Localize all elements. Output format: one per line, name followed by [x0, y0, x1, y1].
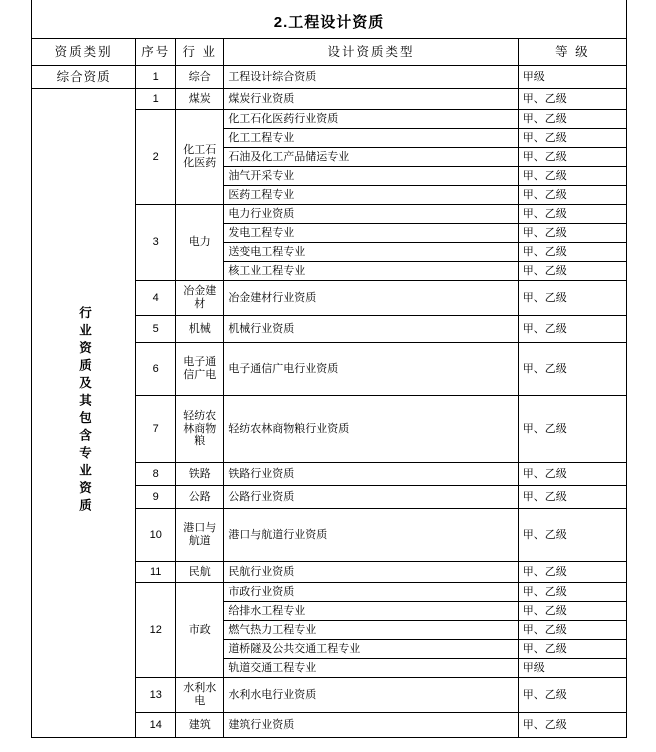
row-type: 燃气热力工程专业: [224, 621, 518, 640]
row-index: 14: [136, 713, 176, 738]
row-grade: 甲、乙级: [518, 148, 626, 167]
row-industry: 水利水电: [176, 678, 224, 713]
row-type: 化工石化医药行业资质: [224, 110, 518, 129]
row-index: 2: [136, 110, 176, 205]
table-header-row: [32, 39, 627, 66]
row-grade: 甲、乙级: [518, 167, 626, 186]
row-grade: 甲、乙级: [518, 509, 626, 562]
row-grade: 甲、乙级: [518, 678, 626, 713]
row-grade: 甲、乙级: [518, 110, 626, 129]
row-type: 工程设计综合资质: [224, 66, 518, 89]
row-index: 1: [136, 66, 176, 89]
row-type: 道桥隧及公共交通工程专业: [224, 640, 518, 659]
row-grade: 甲、乙级: [518, 713, 626, 738]
row-type: 石油及化工产品储运专业: [224, 148, 518, 167]
row-grade: 甲、乙级: [518, 396, 626, 463]
row-industry: 冶金建材: [176, 281, 224, 316]
row-industry: 综合: [176, 66, 224, 89]
row-type: 给排水工程专业: [224, 602, 518, 621]
row-type: 电力行业资质: [224, 205, 518, 224]
row-index: 8: [136, 463, 176, 486]
row-type: 化工工程专业: [224, 129, 518, 148]
row-type: 水利水电行业资质: [224, 678, 518, 713]
row-grade: 甲、乙级: [518, 262, 626, 281]
header-index: 序号: [136, 39, 176, 66]
row-grade: 甲、乙级: [518, 486, 626, 509]
row-grade: 甲、乙级: [518, 621, 626, 640]
category-industry-label: 行业资质及其包含专业资质: [77, 306, 92, 517]
row-industry: 铁路: [176, 463, 224, 486]
row-index: 9: [136, 486, 176, 509]
row-type: 送变电工程专业: [224, 243, 518, 262]
qualification-table: [31, 38, 627, 738]
row-index: 12: [136, 583, 176, 678]
row-industry: 轻纺农林商物粮: [176, 396, 224, 463]
row-grade: 甲、乙级: [518, 602, 626, 621]
row-grade: 甲、乙级: [518, 463, 626, 486]
row-type: 冶金建材行业资质: [224, 281, 518, 316]
category-comprehensive: 综合资质: [32, 66, 136, 89]
row-index: 5: [136, 316, 176, 343]
row-index: 1: [136, 89, 176, 110]
header-category: 资质类别: [32, 39, 136, 66]
row-grade: 甲、乙级: [518, 224, 626, 243]
row-industry: 电子通信广电: [176, 343, 224, 396]
row-industry: 煤炭: [176, 89, 224, 110]
row-index: 4: [136, 281, 176, 316]
row-index: 10: [136, 509, 176, 562]
row-grade: 甲、乙级: [518, 583, 626, 602]
row-industry: 港口与航道: [176, 509, 224, 562]
row-type: 煤炭行业资质: [224, 89, 518, 110]
row-grade: 甲级: [518, 66, 626, 89]
header-grade: 等 级: [518, 39, 626, 66]
row-index: 3: [136, 205, 176, 281]
row-grade: 甲、乙级: [518, 129, 626, 148]
table-top-stub: [31, 0, 627, 8]
row-grade: 甲、乙级: [518, 205, 626, 224]
row-grade: 甲、乙级: [518, 640, 626, 659]
table-row: [32, 89, 627, 110]
row-index: 11: [136, 562, 176, 583]
row-type: 轻纺农林商物粮行业资质: [224, 396, 518, 463]
row-grade: 甲、乙级: [518, 562, 626, 583]
row-industry: 化工石化医药: [176, 110, 224, 205]
row-index: 7: [136, 396, 176, 463]
row-grade: 甲、乙级: [518, 281, 626, 316]
row-type: 建筑行业资质: [224, 713, 518, 738]
row-type: 机械行业资质: [224, 316, 518, 343]
row-grade: 甲、乙级: [518, 243, 626, 262]
row-type: 港口与航道行业资质: [224, 509, 518, 562]
row-grade: 甲级: [518, 659, 626, 678]
row-type: 民航行业资质: [224, 562, 518, 583]
row-type: 发电工程专业: [224, 224, 518, 243]
row-type: 核工业工程专业: [224, 262, 518, 281]
row-type: 铁路行业资质: [224, 463, 518, 486]
row-type: 医药工程专业: [224, 186, 518, 205]
row-type: 轨道交通工程专业: [224, 659, 518, 678]
row-index: 13: [136, 678, 176, 713]
category-industry: [32, 89, 136, 738]
row-grade: 甲、乙级: [518, 316, 626, 343]
row-type: 电子通信广电行业资质: [224, 343, 518, 396]
header-industry: 行 业: [176, 39, 224, 66]
row-industry: 建筑: [176, 713, 224, 738]
row-index: 6: [136, 343, 176, 396]
table-row: [32, 66, 627, 89]
row-industry: 公路: [176, 486, 224, 509]
row-type: 公路行业资质: [224, 486, 518, 509]
row-industry: 机械: [176, 316, 224, 343]
row-industry: 民航: [176, 562, 224, 583]
row-grade: 甲、乙级: [518, 186, 626, 205]
page-title: 2.工程设计资质: [31, 8, 627, 38]
row-type: 市政行业资质: [224, 583, 518, 602]
header-type: 设计资质类型: [224, 39, 518, 66]
row-industry: 市政: [176, 583, 224, 678]
row-industry: 电力: [176, 205, 224, 281]
row-grade: 甲、乙级: [518, 89, 626, 110]
row-grade: 甲、乙级: [518, 343, 626, 396]
row-type: 油气开采专业: [224, 167, 518, 186]
